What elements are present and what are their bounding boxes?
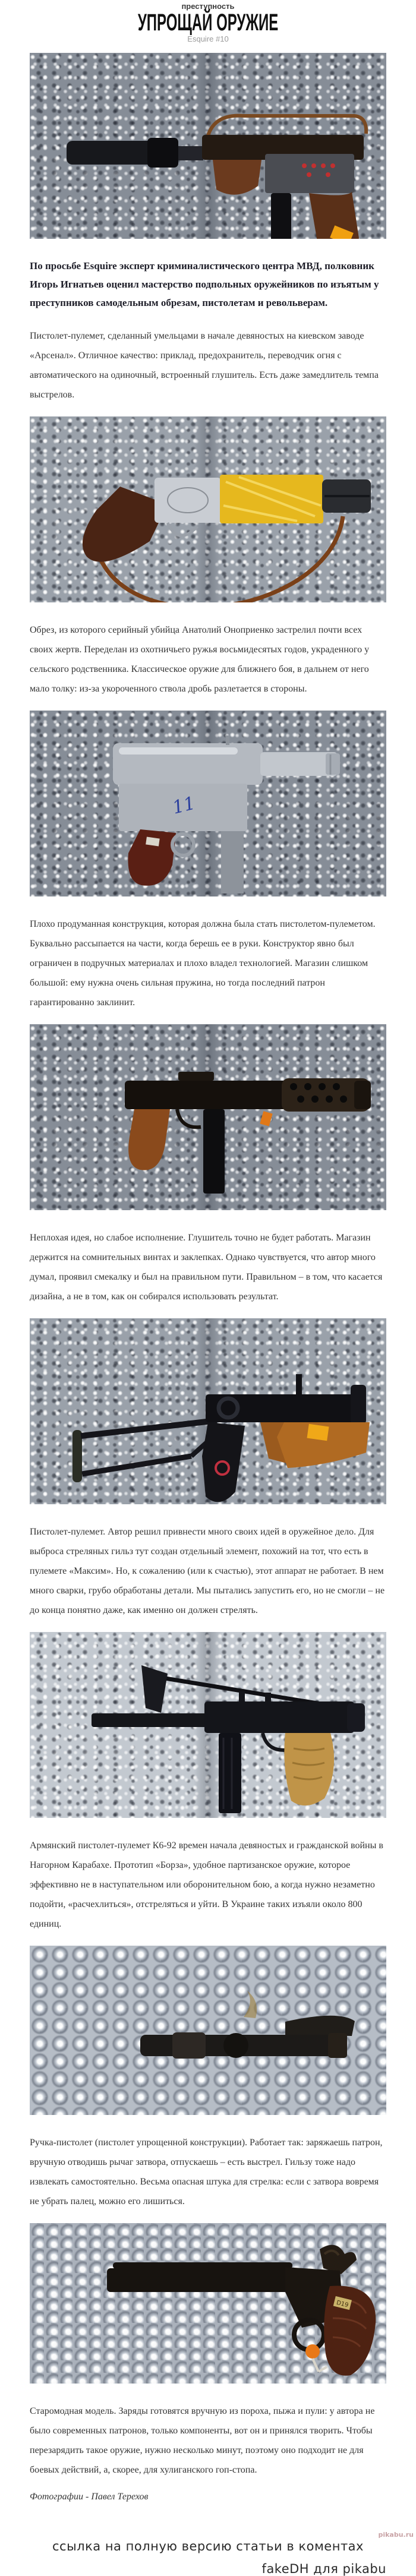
rear-block	[351, 1385, 366, 1424]
chrome-receiver	[155, 478, 221, 536]
orange-tag	[307, 1424, 329, 1441]
barrel	[107, 2268, 304, 2292]
revolver-illustration	[30, 2223, 386, 2384]
page-title: УПРОЩАЙ ОРУЖИЕ	[137, 10, 279, 36]
folding-stock-smg-illustration	[30, 1318, 386, 1504]
yellow-tape	[220, 475, 323, 523]
long-magazine	[221, 831, 244, 894]
side-plate	[265, 154, 354, 193]
pikabu-watermark: pikabu.ru	[378, 2531, 414, 2539]
photo-sawed-off-onoprienko[interactable]	[30, 416, 386, 602]
orange-tag	[260, 1111, 272, 1126]
photo-smg-arsenal-suppressed[interactable]	[30, 53, 386, 239]
black-grip	[202, 1422, 245, 1502]
end-cap	[328, 2033, 347, 2058]
upper-receiver	[113, 735, 263, 785]
dark-smg-illustration	[30, 1024, 386, 1210]
photo-smg-folding-stock[interactable]	[30, 1318, 386, 1504]
caption-photo-2: Обрез, из которого серийный убийца Анатолий Оноприенко застрелил почти всех своих жертв. Переделан из охотничьего ружья восьмидесятых годов, украденного у сельского родственника. Классическое оружие для ближнего боя, в дальнем от него мало толку: из-за укороченного ствола дробь разлетается в стороны.	[30, 625, 370, 694]
caption-photo-6: Армянский пистолет-пулемет К6-92 времен начала девяностых и гражданской войны в Нагорном Карабахе. Прототип «Борза», удобное партизанское оружие, которое эффективно не в наступательном или оборонительном бою, а когда нужно незаметно подойти, «расчехлиться», отстреляться и уйти. В Украине таких изъяли около 800 единиц.	[30, 1841, 383, 1929]
photo-dark-smg-suppressor[interactable]	[30, 1024, 386, 1210]
pick-handle	[141, 1665, 168, 1713]
receiver	[125, 1081, 286, 1109]
magazine	[219, 1733, 241, 1813]
magazine	[203, 1109, 225, 1194]
photo-old-revolver[interactable]	[30, 2223, 386, 2384]
caption-photo-5: Пистолет-пулемет. Автор решил привнести много своих идей в оружейное дело. Для выброса стреляных гильз тут создан отдельный элемент, похожий на тот, что есть в пулемете «Максим». Но, к сожалению (или к счастью), этот аппарат не работает. В нем много сварки, грубо обработаны детали. Мы пытались запустить его, но не смогли – не до конца понятно даже, как именно он должен стрелять.	[30, 1527, 385, 1615]
gold-glint	[244, 1991, 257, 2018]
handwritten-marking: 11	[170, 793, 198, 819]
barrel-ends	[322, 479, 371, 513]
footer-signature: fakeDH для pikabu	[261, 2562, 386, 2576]
front-sight	[296, 1374, 302, 1396]
knurled-ring	[172, 2032, 206, 2059]
perforated-suppressor	[282, 1078, 371, 1112]
wood-foregrip	[213, 160, 261, 195]
category-tag[interactable]: преступность	[181, 2, 235, 11]
pen-gun-illustration	[30, 1946, 386, 2115]
photo-pen-gun[interactable]	[30, 1946, 386, 2115]
cocking-knob	[223, 2033, 248, 2058]
trigger-ring	[172, 834, 194, 855]
post-header	[0, 0, 416, 43]
post-subtitle: Esquire #10	[187, 34, 229, 43]
barrel	[260, 752, 340, 776]
amber-grip	[128, 1109, 170, 1170]
tan-grip	[284, 1733, 334, 1805]
intro-paragraph: По просьбе Esquire эксперт криминалистического центра МВД, полковник Игорь Игнатьев оценил мастерство подпольных оружейников по изъятым у преступников самодельным обрезам, пистолетам и револьверам.	[30, 260, 379, 308]
orange-seal	[305, 2344, 327, 2372]
k6-92-illustration	[30, 1632, 386, 1818]
magazine	[271, 193, 291, 239]
trigger-guard	[177, 1109, 201, 1127]
sawed-off-illustration	[30, 416, 386, 602]
post-footer	[0, 2531, 416, 2576]
barrel-rib	[113, 2262, 292, 2269]
caption-photo-7: Ручка-пистолет (пистолет упрощенной конструкции). Работает так: заряжаешь патрон, вручную отводишь рычаг затвора, отпускаешь – есть выстрел. Гильзу тоже надо извлекать самостоятельно. Весьма опасная штука для стрелка: если с затвора вовремя не убрать палец, можно его лишиться.	[30, 2138, 383, 2206]
wood-grip	[324, 2286, 376, 2376]
smg-arsenal-illustration	[30, 53, 386, 239]
caption-photo-1: Пистолет-пулемет, сделанный умельцами в начале девяностых на киевском заводе «Арсенал». Отличное качество: приклад, предохранитель, переводчик огня с автоматического на одиночный, встроенный глушитель. Есть даже замедлитель темпа выстрелов.	[30, 331, 379, 400]
caption-photo-4: Неплохая идея, но слабое исполнение. Глушитель точно не будет работать. Магазин держится на сомнительных винтах и заклепках. Однако чувствуется, что автор много думал, проявил смекалку и был на правильном пути. Правильном – в том, что касается дизайна, а не в том, как он собирался использовать результат.	[30, 1233, 383, 1302]
photo-credit: Фотографии - Павел Терехов	[30, 2492, 149, 2502]
barrel	[92, 1713, 212, 1727]
rear-sight-block	[178, 1072, 214, 1081]
pocket-clip	[285, 2016, 355, 2036]
suppressor	[67, 138, 203, 168]
caption-photo-3: Плохо продуманная конструкция, которая должна была стать пистолетом-пулеметом. Буквально рассыпается на части, когда берешь ее в руки. Конструктор явно был ограничен в подручных материалах и плохо владел технологией. Магазин слишком большой: ему нужна очень сильная пружина, но тогда последний патрон гарантированно заклинит.	[30, 919, 376, 1008]
footer-note: ссылка на полную версию статьи в коментах	[52, 2539, 364, 2553]
folding-stock	[73, 1420, 226, 1482]
photo-k6-92-borz[interactable]	[30, 1632, 386, 1818]
caption-photo-8: Старомодная модель. Заряды готовятся вручную из пороха, пыжа и пули: у автора не было современных патронов, только компоненты, вот он и принялся творить. Чтобы перезарядить такое оружие, нужно несколько минут, поэтому оно подходит не для боевых действий, а, скорее, для хулиганского гоп-стопа.	[30, 2406, 375, 2475]
post-body	[0, 53, 416, 2506]
svg-text:D19: D19	[335, 2299, 349, 2309]
photo-chrome-pistol[interactable]	[30, 711, 386, 896]
chrome-pistol-illustration	[30, 711, 386, 896]
